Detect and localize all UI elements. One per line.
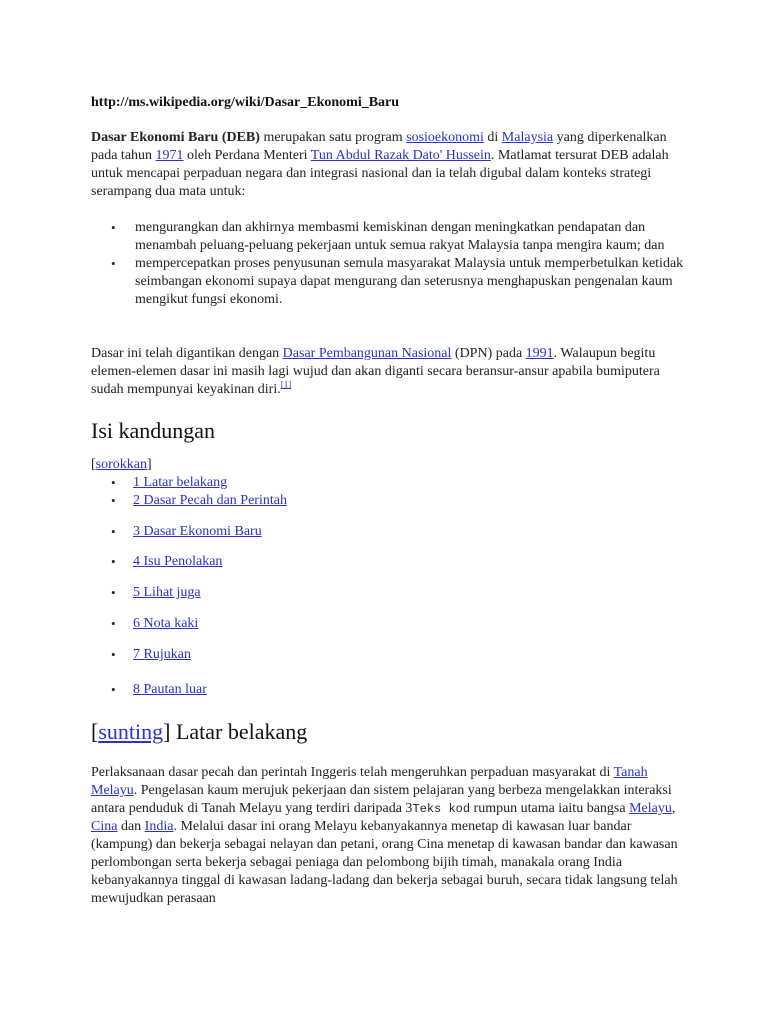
intro-text: di bbox=[483, 130, 502, 145]
section-title: Latar belakang bbox=[170, 719, 308, 744]
link-melayu[interactable]: Melayu bbox=[629, 801, 672, 816]
toc-item-isu-penolakan bbox=[91, 553, 222, 571]
reference-link-1[interactable]: [1] bbox=[280, 379, 292, 390]
article-title-bold: Dasar Ekonomi Baru (DEB) bbox=[91, 130, 260, 145]
intro-text: merupakan satu program bbox=[259, 130, 407, 145]
toc-link[interactable]: 1 Latar belakang bbox=[133, 475, 228, 490]
goals-list bbox=[91, 219, 686, 309]
toc-link[interactable]: 7 Rujukan bbox=[133, 647, 191, 662]
toc-item-latar-belakang bbox=[91, 474, 227, 492]
link-tanah-melayu[interactable]: Tanah Melayu bbox=[91, 765, 648, 798]
toc-link[interactable]: 6 Nota kaki bbox=[133, 616, 199, 631]
edit-section-link[interactable]: sunting bbox=[98, 719, 164, 744]
link-cina[interactable]: Cina bbox=[91, 819, 118, 834]
link-1991[interactable]: 1991 bbox=[525, 346, 554, 361]
toc-item-dasar-pecah-dan-perintah bbox=[91, 492, 287, 510]
toc-item-dasar-ekonomi-baru bbox=[91, 523, 262, 541]
para-text: . Walaupun begitu elemen-elemen dasar ini masih lagi wujud dan akan diganti secara beransur-ansur apabila bumiputera sudah mempunyai keyakinan diri. bbox=[91, 346, 660, 397]
intro-paragraph bbox=[91, 129, 686, 201]
link-india[interactable]: India bbox=[144, 819, 174, 834]
toc-link[interactable]: 2 Dasar Pecah dan Perintah bbox=[133, 493, 287, 508]
para-text: Perlaksanaan dasar pecah dan perintah Inggeris telah mengeruhkan perpaduan masyarakat di bbox=[91, 765, 614, 780]
bracket: ] bbox=[147, 457, 152, 472]
bracket: [ bbox=[91, 719, 99, 744]
intro-text: . Matlamat tersurat DEB adalah untuk mencapai perpaduan negara dan integrasi nasional dan ia telah digubal dalam konteks strategi serampang dua mata untuk: bbox=[91, 148, 669, 199]
intro-text: yang diperkenalkan pada tahun bbox=[91, 130, 667, 163]
section-heading-latar-belakang bbox=[91, 719, 307, 745]
para-text: Dasar ini telah digantikan dengan bbox=[91, 346, 283, 361]
toc-link[interactable]: 3 Dasar Ekonomi Baru bbox=[133, 524, 262, 539]
toc-hide-link[interactable]: sorokkan bbox=[95, 457, 147, 472]
para-text: , bbox=[671, 801, 676, 816]
link-sosioekonomi[interactable]: sosioekonomi bbox=[406, 130, 484, 145]
page-url: http://ms.wikipedia.org/wiki/Dasar_Ekonomi_Baru bbox=[91, 95, 400, 110]
link-malaysia[interactable]: Malaysia bbox=[501, 130, 554, 145]
section-paragraph bbox=[91, 764, 686, 908]
goal-item: • mengurangkan dan akhirnya membasmi kemiskinan dengan meningkatkan pendapatan dan menambah peluang-peluang pekerjaan untuk semua rakyat Malaysia tanpa mengira kaum; dan bbox=[91, 219, 686, 255]
toc-item-lihat-juga bbox=[91, 584, 201, 602]
link-dasar-pembangunan-nasional[interactable]: Dasar Pembangunan Nasional bbox=[282, 346, 452, 361]
link-tun-abdul-razak[interactable]: Tun Abdul Razak Dato' Hussein bbox=[310, 148, 491, 163]
para-text: . Melalui dasar ini orang Melayu kebanyakannya menetap di kawasan luar bandar (kampung) dan bekerja sebagai nelayan dan petani, orang Cina menetap di kawasan bandar dan kawasan perlombongan serta bekerja sebagai peniaga dan pelombong bijih timah, manakala orang India kebanyakannya tinggal di kawasan ladang-ladang dan bekerja sebagai buruh, secara tidak langsung telah mewujudkan perasaan bbox=[91, 819, 678, 906]
goal-item: • mempercepatkan proses penyusunan semula masyarakat Malaysia untuk memperbetulkan ketidak seimbangan ekonomi supaya dapat mengurang dan seterusnya menghapuskan pengenalan kaum mengikut fungsi ekonomi. bbox=[91, 255, 686, 309]
toc-item-pautan-luar bbox=[91, 681, 207, 699]
bracket: ] bbox=[163, 719, 171, 744]
toc-link[interactable]: 4 Isu Penolakan bbox=[133, 554, 223, 569]
toc-link[interactable]: 8 Pautan luar bbox=[133, 682, 207, 697]
bracket: [ bbox=[91, 457, 96, 472]
link-1971[interactable]: 1971 bbox=[155, 148, 184, 163]
toc-toggle bbox=[91, 456, 152, 474]
para-text: rumpun utama iaitu bangsa bbox=[470, 801, 630, 816]
replacement-paragraph bbox=[91, 345, 686, 399]
para-text: dan bbox=[117, 819, 145, 834]
code-text: Teks kod bbox=[412, 802, 471, 816]
para-text: . Pengelasan kaum merujuk pekerjaan dan sistem pelajaran yang berbeza mengelakkan interaksi antara penduduk di Tanah Melayu yang terdiri daripada 3 bbox=[91, 783, 672, 816]
intro-text: oleh Perdana Menteri bbox=[183, 148, 311, 163]
toc-item-rujukan bbox=[91, 646, 191, 664]
para-text: (DPN) pada bbox=[451, 346, 526, 361]
toc-link[interactable]: 5 Lihat juga bbox=[133, 585, 201, 600]
toc-item-nota-kaki bbox=[91, 615, 198, 633]
toc-heading: Isi kandungan bbox=[91, 418, 216, 443]
